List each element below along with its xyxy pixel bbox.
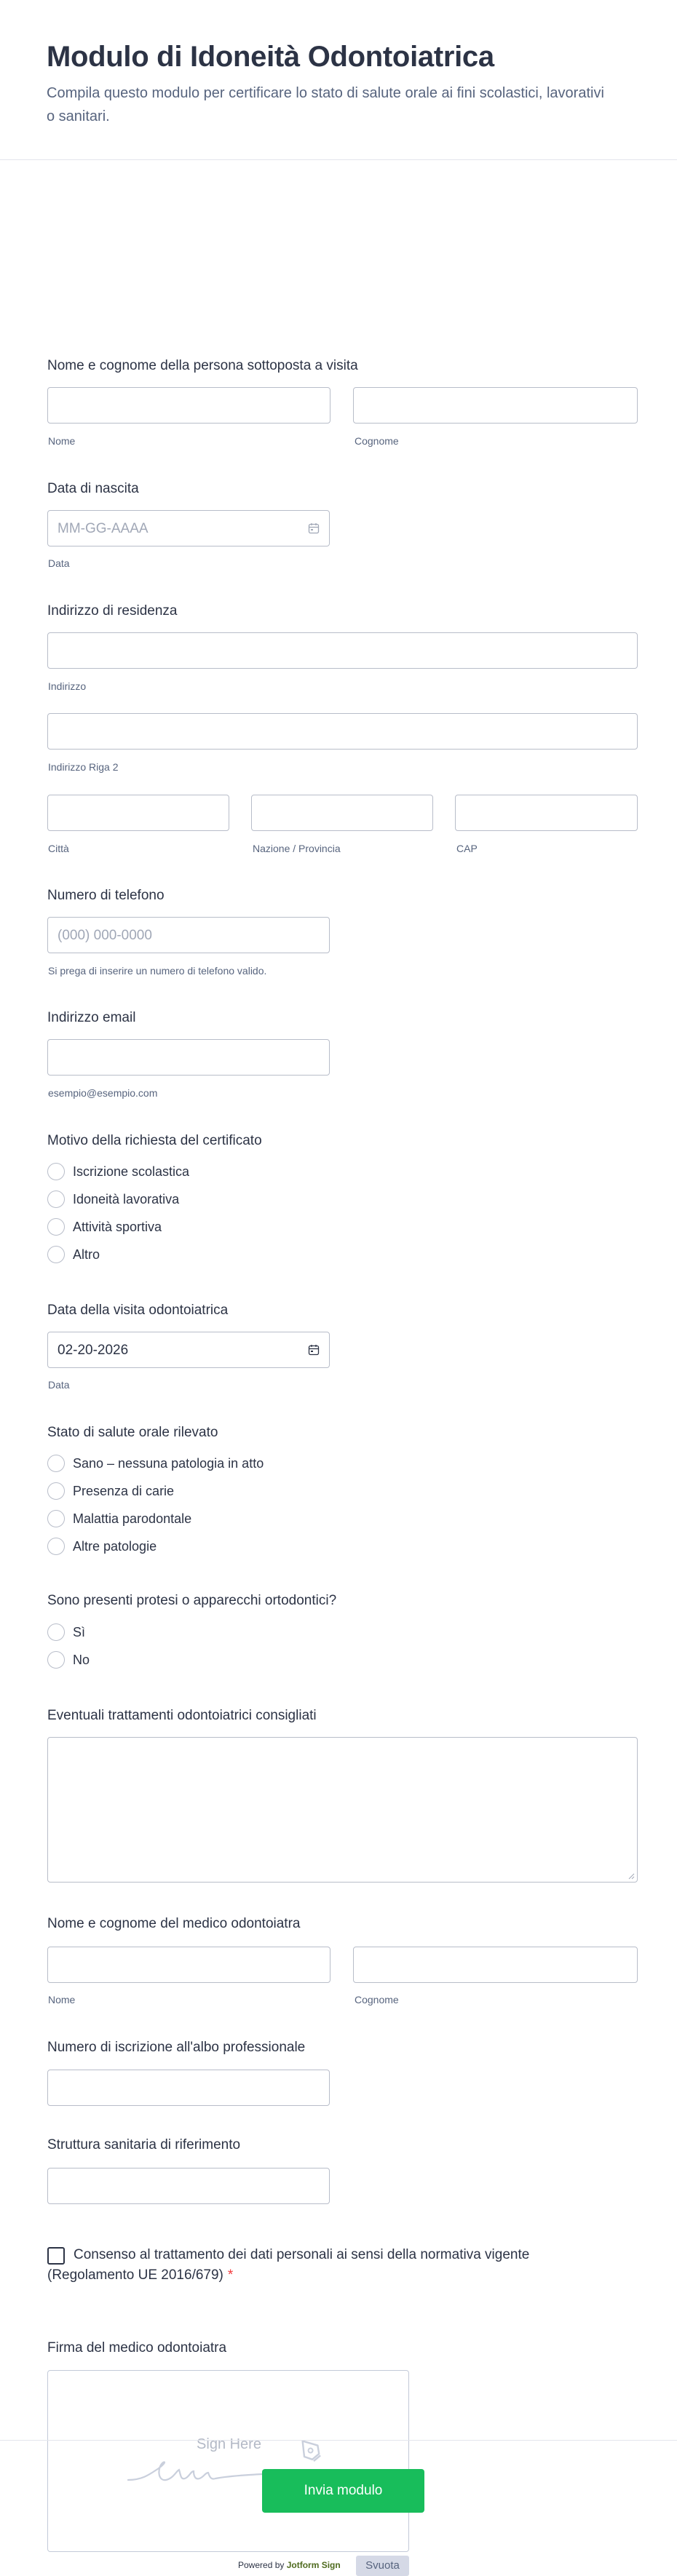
signature-placeholder: Sign Here — [197, 2436, 261, 2452]
zip-sublabel: CAP — [456, 843, 478, 854]
signature-label: Firma del medico odontoiatra — [47, 2340, 227, 2356]
powered-prefix: Powered by — [238, 2560, 285, 2570]
visit-date-value: 02-20-2026 — [58, 1343, 129, 1358]
doctor-first-name-sublabel: Nome — [48, 1994, 76, 2005]
radio-button[interactable] — [47, 1190, 65, 1208]
birth-date-placeholder: MM-GG-AAAA — [58, 521, 149, 536]
treatments-label: Eventuali trattamenti odontoiatrici consigliati — [47, 1708, 317, 1723]
birth-date-input[interactable] — [47, 510, 330, 546]
radio-label: Altro — [73, 1247, 100, 1262]
radio-label: Iscrizione scolastica — [73, 1164, 190, 1179]
doctor-last-name-sublabel: Cognome — [355, 1994, 399, 2005]
address-label: Indirizzo di residenza — [47, 603, 178, 619]
radio-label: No — [73, 1653, 90, 1667]
radio-button[interactable] — [47, 1623, 65, 1641]
state-sublabel: Nazione / Provincia — [253, 843, 341, 854]
birth-date-sublabel: Data — [48, 557, 70, 569]
address-line2-sublabel: Indirizzo Riga 2 — [48, 761, 119, 773]
email-input[interactable] — [47, 1039, 330, 1076]
radio-button[interactable] — [47, 1218, 65, 1236]
patient-first-name-sublabel: Nome — [48, 435, 76, 447]
radio-label: Malattia parodontale — [73, 1511, 192, 1526]
registration-input[interactable] — [47, 2070, 330, 2106]
visit-date-label: Data della visita odontoiatrica — [47, 1303, 229, 1318]
radio-button[interactable] — [47, 1163, 65, 1180]
prosthesis-label: Sono presenti protesi o apparecchi ortodontici? — [47, 1593, 337, 1608]
required-mark: * — [227, 2267, 234, 2283]
radio-label: Altre patologie — [73, 1539, 157, 1554]
radio-label: Idoneità lavorativa — [73, 1192, 180, 1206]
address-line2-input[interactable] — [47, 713, 638, 750]
radio-label: Presenza di carie — [73, 1484, 175, 1498]
patient-last-name-sublabel: Cognome — [355, 435, 399, 447]
form-header — [0, 0, 677, 160]
email-label: Indirizzo email — [47, 1010, 136, 1025]
powered-by-text — [238, 2560, 341, 2570]
phone-sublabel: Si prega di inserire un numero di telefono valido. — [48, 965, 267, 977]
zip-input[interactable] — [455, 795, 638, 831]
phone-input[interactable] — [47, 917, 330, 953]
radio-label: Sì — [73, 1625, 86, 1639]
visit-date-input[interactable] — [47, 1332, 330, 1368]
address-line1-input[interactable] — [47, 632, 638, 669]
state-input[interactable] — [251, 795, 433, 831]
oral-health-label: Stato di salute orale rilevato — [47, 1425, 218, 1440]
facility-input[interactable] — [47, 2168, 330, 2204]
patient-first-name-input[interactable] — [47, 387, 330, 424]
treatments-textarea[interactable] — [47, 1737, 638, 1883]
radio-label: Sano – nessuna patologia in atto — [73, 1456, 264, 1471]
patient-name-label: Nome e cognome della persona sottoposta a visita — [47, 358, 358, 373]
visit-date-sublabel: Data — [48, 1379, 70, 1391]
consent-label: Consenso al trattamento dei dati personali ai sensi della normativa vigente (Regolamento UE 2016/679) — [47, 2247, 530, 2283]
patient-last-name-input[interactable] — [353, 387, 638, 424]
resize-grip-icon[interactable] — [627, 1872, 635, 1880]
doctor-name-label: Nome e cognome del medico odontoiatra — [47, 1916, 301, 1931]
clear-signature-button[interactable]: Svuota — [356, 2556, 409, 2576]
city-sublabel: Città — [48, 843, 69, 854]
doctor-last-name-input[interactable] — [353, 1947, 638, 1983]
radio-button[interactable] — [47, 1651, 65, 1669]
form-subtitle: Compila questo modulo per certificare lo stato di salute orale ai fini scolastici, lavorativi o sanitari. — [47, 85, 604, 124]
registration-label: Numero di iscrizione all'albo professionale — [47, 2040, 306, 2055]
radio-button[interactable] — [47, 1538, 65, 1555]
email-sublabel: esempio@esempio.com — [48, 1087, 158, 1099]
submit-button[interactable]: Invia modulo — [262, 2469, 424, 2513]
doctor-first-name-input[interactable] — [47, 1947, 330, 1983]
form-footer — [0, 2440, 677, 2543]
form-title: Modulo di Idoneità Odontoiatrica — [47, 41, 494, 73]
radio-button[interactable] — [47, 1482, 65, 1500]
radio-button[interactable] — [47, 1510, 65, 1527]
radio-button[interactable] — [47, 1246, 65, 1263]
birth-date-label: Data di nascita — [47, 481, 139, 496]
facility-label: Struttura sanitaria di riferimento — [47, 2137, 241, 2152]
consent-text — [47, 2245, 542, 2286]
phone-label: Numero di telefono — [47, 888, 165, 903]
city-input[interactable] — [47, 795, 229, 831]
reason-label: Motivo della richiesta del certificato — [47, 1133, 262, 1148]
radio-label: Attività sportiva — [73, 1220, 162, 1234]
jotform-sign-brand: Jotform Sign — [286, 2560, 341, 2570]
phone-placeholder: (000) 000-0000 — [58, 928, 152, 943]
address-line1-sublabel: Indirizzo — [48, 680, 87, 692]
calendar-icon[interactable] — [308, 1344, 320, 1356]
calendar-icon[interactable] — [308, 522, 320, 534]
radio-button[interactable] — [47, 1455, 65, 1472]
